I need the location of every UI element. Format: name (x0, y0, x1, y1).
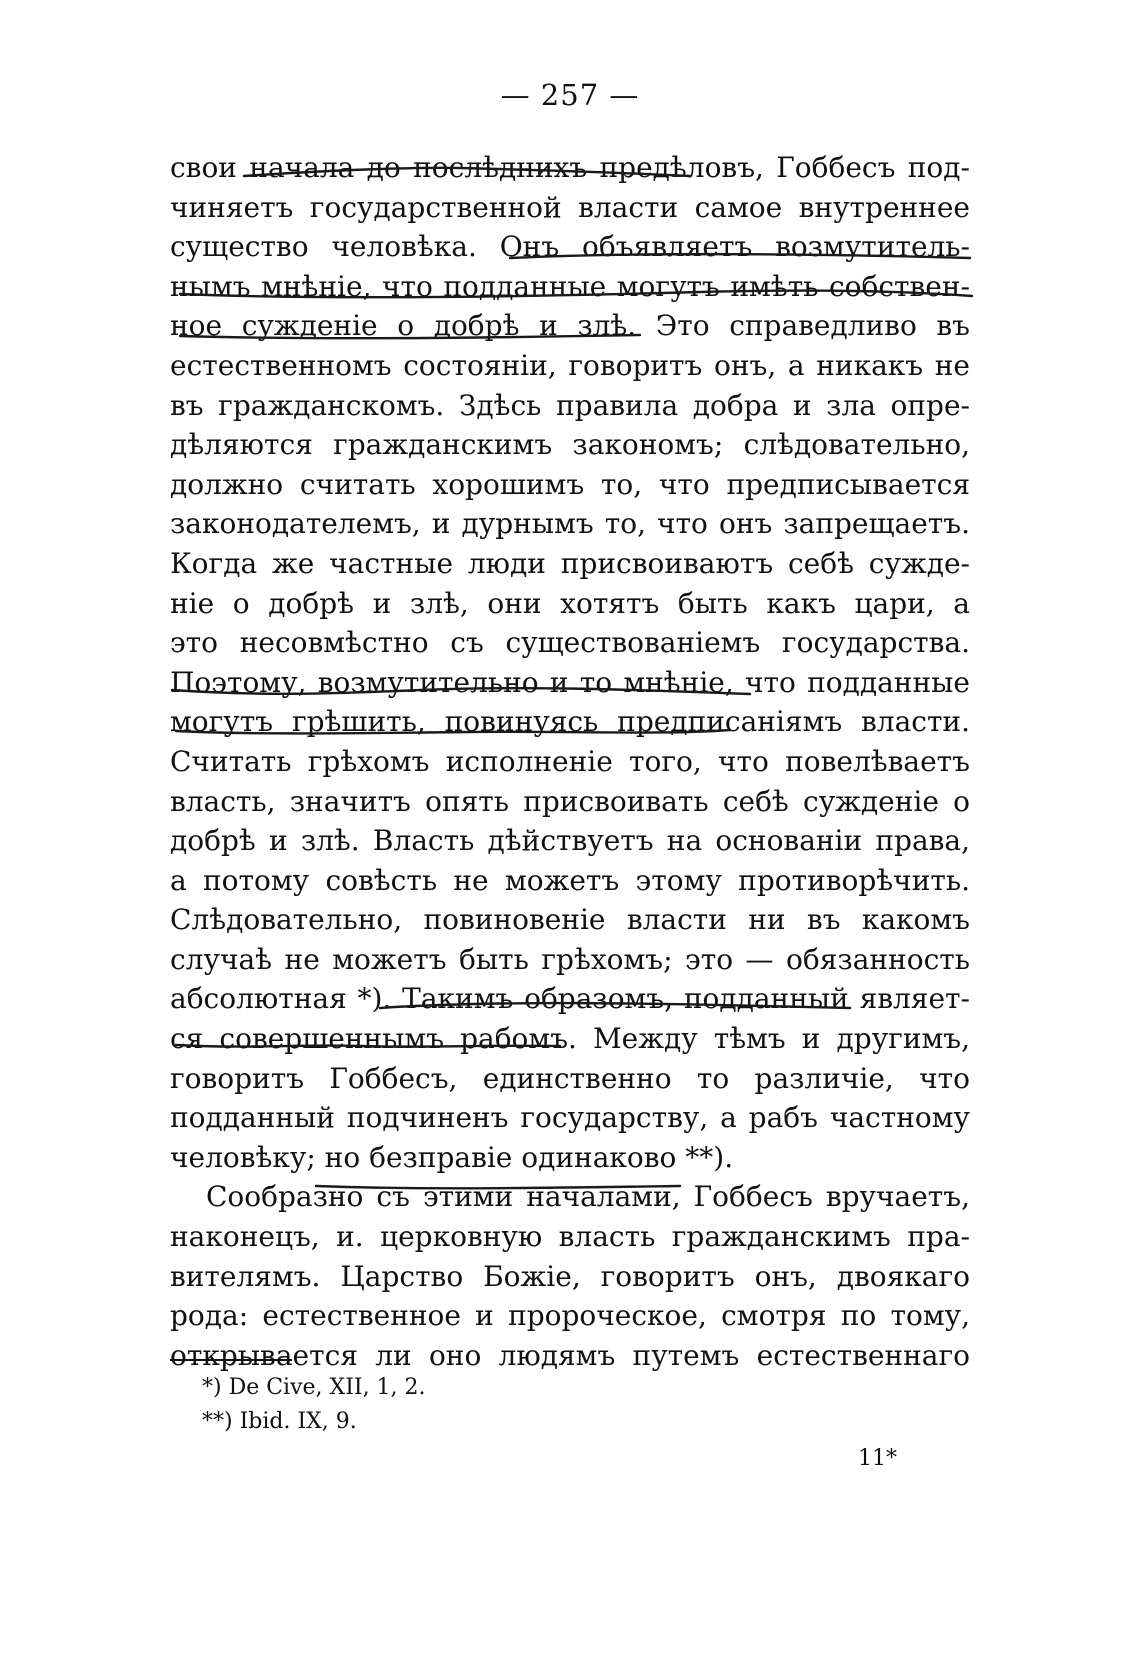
text-line: наконецъ, и. церковную власть гражданскимъ пра- (170, 1220, 970, 1254)
text-line: власть, значитъ опять присвоивать себѣ сужденіе о (170, 784, 970, 818)
signature-mark: 11* (858, 1446, 897, 1471)
text-line: Считать грѣхомъ исполненіе того, что повелѣваетъ (170, 744, 970, 778)
text-line: а потому совѣсть не можетъ этому противорѣчить. (170, 863, 970, 897)
text-line: человѣку; но безправіе одинаково **). (170, 1140, 734, 1174)
text-line: Поэтому, возмутительно и то мнѣніе, что подданные (170, 665, 970, 699)
footnote: **) Ibid. IX, 9. (202, 1409, 357, 1434)
text-line: открывается ли оно людямъ путемъ естественнаго (170, 1338, 970, 1372)
text-line: существо человѣка. Онъ объявляетъ возмутитель- (170, 230, 970, 264)
text-line: Слѣдовательно, повиновеніе власти ни въ какомъ (170, 903, 970, 937)
text-line: дѣляются гражданскимъ закономъ; слѣдовательно, (170, 428, 970, 462)
text-line: ніе о добрѣ и злѣ, они хотятъ быть какъ цари, а (170, 586, 970, 620)
text-line: могутъ грѣшить, повинуясь предписаніямъ власти. (170, 705, 970, 739)
text-line: подданный подчиненъ государству, а рабъ частному (170, 1101, 970, 1135)
text-line: свои начала до послѣднихъ предѣловъ, Гоббесъ под- (170, 151, 970, 184)
footnote: *) De Cive, XII, 1, 2. (202, 1375, 426, 1400)
page-number: — 257 — (500, 78, 640, 112)
text-line: должно считать хорошимъ то, что предписывается (170, 467, 970, 501)
text-line: законодателемъ, и дурнымъ то, что онъ запрещаетъ. (170, 507, 970, 541)
text-line: чиняетъ государственной власти самое внутреннее (170, 190, 970, 224)
text-line: ся совершеннымъ рабомъ. Между тѣмъ и другимъ, (170, 1022, 970, 1056)
footnotes (202, 1371, 802, 1439)
text-line: естественномъ состояніи, говоритъ онъ, а никакъ не (170, 348, 970, 382)
text-line: ное сужденіе о добрѣ и злѣ. Это справедливо въ (170, 309, 970, 343)
text-line: въ гражданскомъ. Здѣсь правила добра и зла опре- (170, 388, 970, 422)
text-line: говоритъ Гоббесъ, единственно то различіе, что (170, 1061, 970, 1095)
text-line: нымъ мнѣніе, что подданные могутъ имѣть собствен- (170, 269, 970, 303)
text-line: это несовмѣстно съ существованіемъ государства. (170, 626, 970, 660)
text-line: Когда же частные люди присвоиваютъ себѣ сужде- (170, 546, 970, 580)
text-line: Сообразно съ этими началами, Гоббесъ вручаетъ, (206, 1180, 970, 1214)
text-line: добрѣ и злѣ. Власть дѣйствуетъ на основаніи права, (170, 824, 970, 858)
body-text (170, 148, 970, 1375)
footnote-divider (170, 1359, 292, 1361)
text-line: абсолютная *). Такимъ образомъ, подданный являет- (170, 982, 970, 1016)
text-line: вителямъ. Царство Божіе, говоритъ онъ, двоякаго (170, 1259, 970, 1293)
text-line: случаѣ не можетъ быть грѣхомъ; это — обязанность (170, 942, 970, 976)
text-line: рода: естественное и пророческое, смотря по тому, (170, 1299, 970, 1333)
